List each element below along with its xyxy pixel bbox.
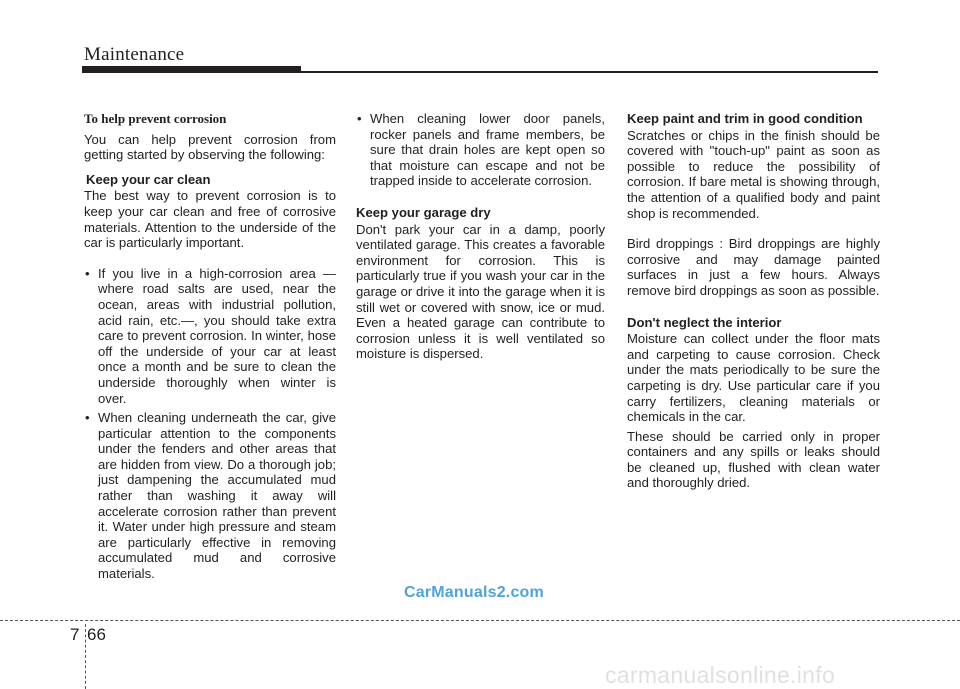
subheading-garage-dry: Keep your garage dry	[356, 204, 491, 220]
paragraph-garage-dry: Don't park your car in a damp, poorly ventilated garage. This creates a favorable environment for corrosion. This is particularly true if you wash your car in the garage or drive it into the garage when it is still wet or covered with snow, ice or mud. Even a heated garage can contribute to corrosion unless it is well ventilated so moisture is dispersed.	[356, 221, 605, 362]
bullet-cleaning-underneath: • When cleaning underneath the car, give particular attention to the components under the fenders and other areas that are hidden from view. Do a thorough job; just dampening the accumulated mud rather than washing it away will accelerate corrosion rather than prevent it. Water under high pressure and steam are particularly effective in removing accumulated mud and corrosive materials.	[84, 410, 336, 582]
page-number: 66	[87, 625, 106, 644]
paragraph-paint-trim: Scratches or chips in the finish should be covered with "touch-up" paint as soon as possible to reduce the possibility of corrosion. If bare metal is showing through, the attention of a qualified body and paint shop is recommended.	[627, 127, 880, 221]
intro-paragraph: You can help prevent corrosion from getting started by observing the following:	[84, 131, 336, 163]
text-column-2	[356, 111, 605, 362]
paragraph-containers: These should be carried only in proper containers and any spills or leaks should be cleaned up, flushed with clean water and thoroughly dried.	[627, 428, 880, 491]
page-section-title: Maintenance	[84, 44, 185, 65]
paragraph-keep-clean: The best way to prevent corrosion is to keep your car clean and free of corrosive materials. Attention to the underside of the car is particularly important.	[84, 188, 336, 251]
paragraph-interior: Moisture can collect under the floor mats and carpeting to cause corrosion. Check under the mats periodically to be sure the carpeting is dry. Use particular care if you carry fertilizers, cleaning materials or chemicals in the car.	[627, 331, 880, 425]
text-column-1	[84, 111, 336, 582]
subheading-interior: Don't neglect the interior	[627, 314, 782, 330]
watermark-link[interactable]: CarManuals2.com	[404, 584, 544, 601]
header-rule	[82, 71, 878, 73]
subheading-keep-clean: Keep your car clean	[86, 171, 211, 187]
chapter-number: 7	[70, 625, 80, 644]
text-column-3	[627, 111, 880, 491]
footer-divider	[0, 620, 960, 621]
bullet-lower-door-panels: • When cleaning lower door panels, rocker panels and frame members, be sure that drain holes are kept open so that moisture can escape and not be trapped inside to accelerate corrosion.	[356, 111, 605, 189]
section-heading: To help prevent corrosion	[84, 111, 227, 126]
paragraph-bird-droppings: Bird droppings : Bird droppings are highly corrosive and may damage painted surfaces in just a few hours. Always remove bird droppings as soon as possible.	[627, 236, 880, 298]
footer-site-watermark: carmanualsonline.info	[605, 662, 836, 688]
subheading-paint-trim: Keep paint and trim in good condition	[627, 111, 863, 126]
footer-vertical-divider	[85, 624, 86, 689]
bullet-high-corrosion: • If you live in a high-corrosion area — where road salts are used, near the ocean, areas with industrial pollution, acid rain, etc.—, you should take extra care to prevent corrosion. In winter, hose off the underside of your car at least once a month and be sure to clean the underside thoroughly when winter is over.	[84, 266, 336, 406]
